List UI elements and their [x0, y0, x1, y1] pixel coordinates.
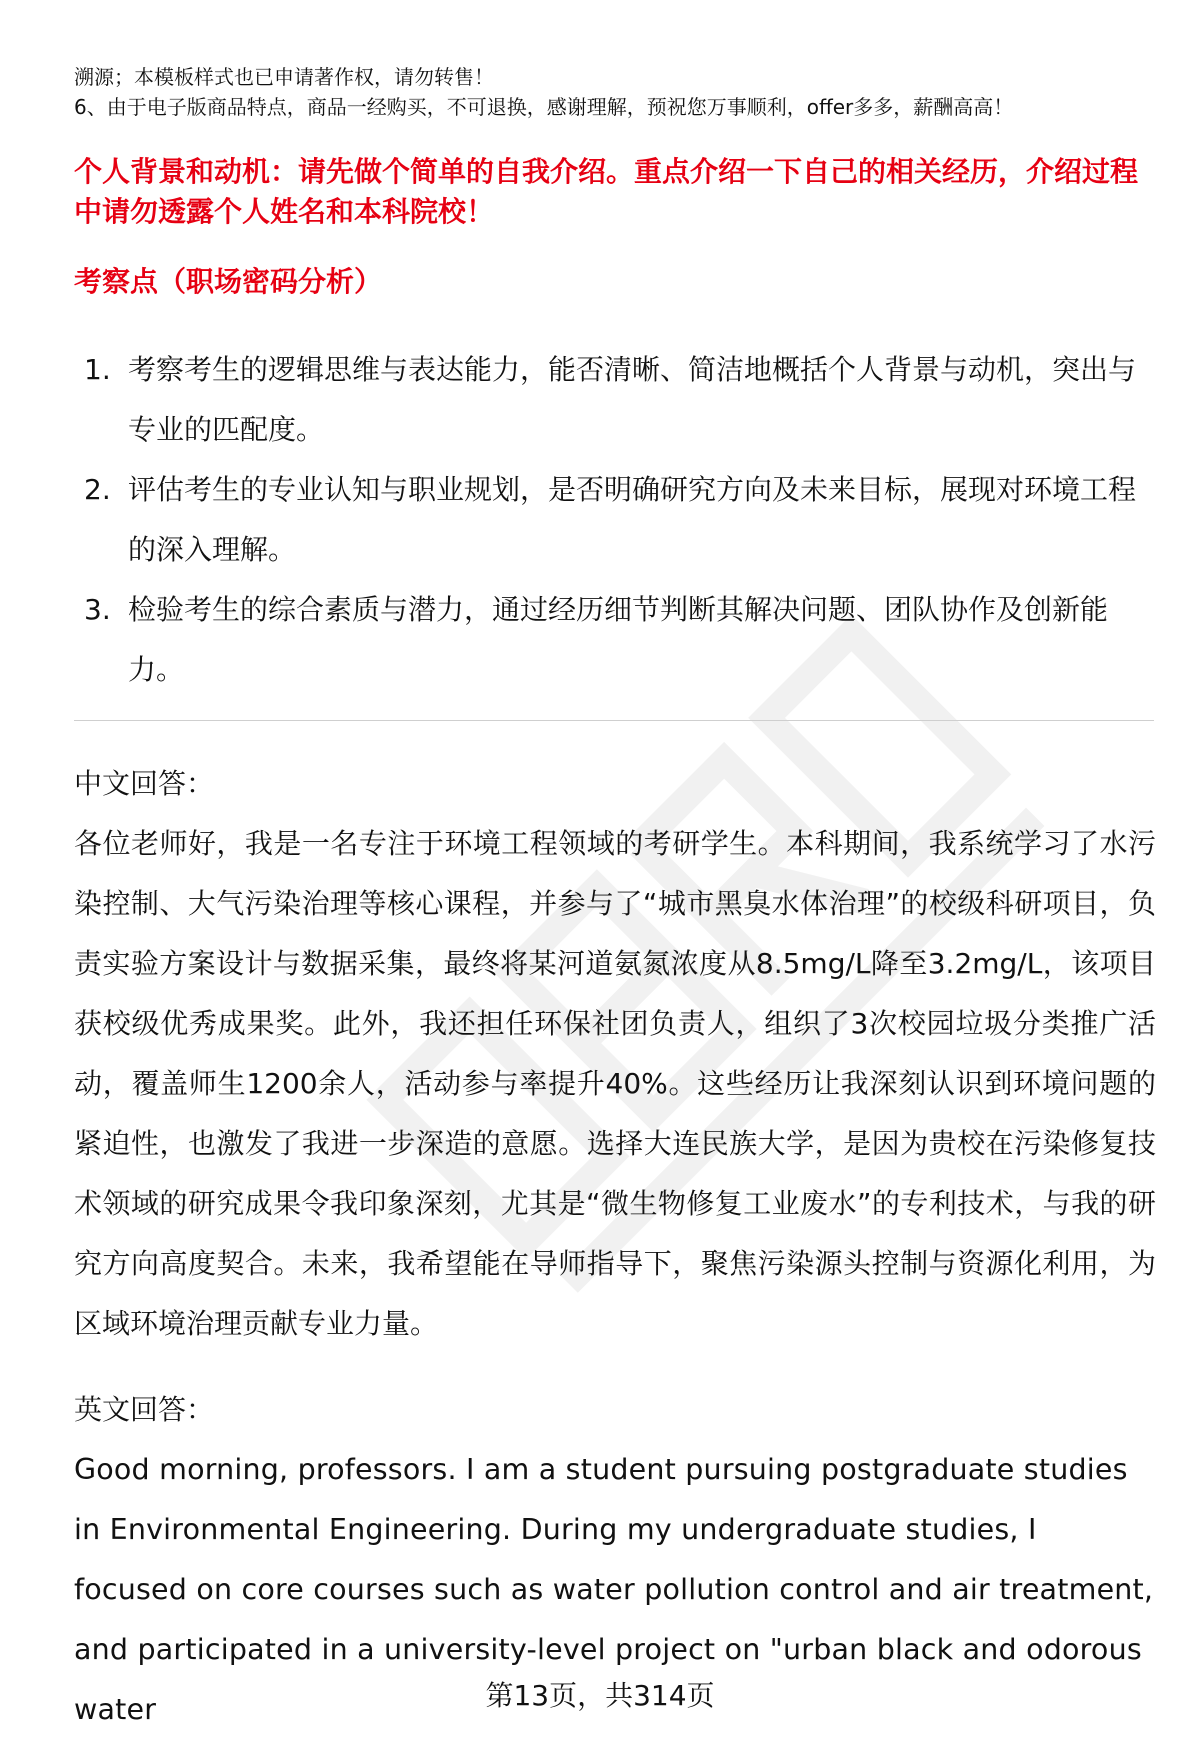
point-number: 3.	[84, 593, 111, 626]
english-answer-text: Good morning, professors. I am a student pursuing postgraduate studies in Environmental Engineering. During my undergraduate studies, I focused on core courses such as water pollution control and air treatment, and participated in a university-level project on "urban black and odorous water	[74, 1453, 1154, 1726]
point-text: 检验考生的综合素质与潜力，通过经历细节判断其解决问题、团队协作及创新能力。	[128, 593, 1109, 686]
analysis-point	[74, 340, 1154, 460]
point-text: 评估考生的专业认知与职业规划，是否明确研究方向及未来目标，展现对环境工程的深入理解。	[128, 473, 1137, 566]
analysis-point	[74, 460, 1154, 580]
english-answer-label: 英文回答：	[74, 1393, 215, 1426]
chinese-answer-label: 中文回答：	[74, 767, 215, 800]
analysis-heading: 考察点（职场密码分析）	[74, 265, 383, 298]
analysis-points-list	[74, 340, 1154, 700]
point-number: 2.	[84, 473, 111, 506]
point-text: 考察考生的逻辑思维与表达能力，能否清晰、简洁地概括个人背景与动机，突出与专业的匹配度。	[128, 353, 1137, 446]
point-number: 1.	[84, 353, 111, 386]
page-number-footer: 第13页，共314页	[485, 1679, 715, 1712]
notice-line-2: 6、由于电子版商品特点，商品一经购买，不可退换，感谢理解，预祝您万事顺利，offer多多，薪酬高高！	[74, 95, 1014, 119]
section-divider	[74, 720, 1154, 721]
chinese-answer-text: 各位老师好，我是一名专注于环境工程领域的考研学生。本科期间，我系统学习了水污染控制、大气污染治理等核心课程，并参与了“城市黑臭水体治理”的校级科研项目，负责实验方案设计与数据采集，最终将某河道氨氮浓度从8.5mg/L降至3.2mg/L，该项目获校级优秀成果奖。此外，我还担任环保社团负责人，组织了3次校园垃圾分类推广活动，覆盖师生1200余人，活动参与率提升40%。这些经历让我深刻认识到环境问题的紧迫性，也激发了我进一步深造的意愿。选择大连民族大学，是因为贵校在污染修复技术领域的研究成果令我印象深刻，尤其是“微生物修复工业废水”的专利技术，与我的研究方向高度契合。未来，我希望能在导师指导下，聚焦污染源头控制与资源化利用，为区域环境治理贡献专业力量。	[74, 827, 1156, 1340]
analysis-point	[74, 580, 1154, 700]
notice-line-1: 溯源；本模板样式也已申请著作权，请勿转售！	[74, 65, 494, 89]
question-heading: 个人背景和动机：请先做个简单的自我介绍。重点介绍一下自己的相关经历，介绍过程中请勿透露个人姓名和本科院校！	[74, 155, 1139, 228]
